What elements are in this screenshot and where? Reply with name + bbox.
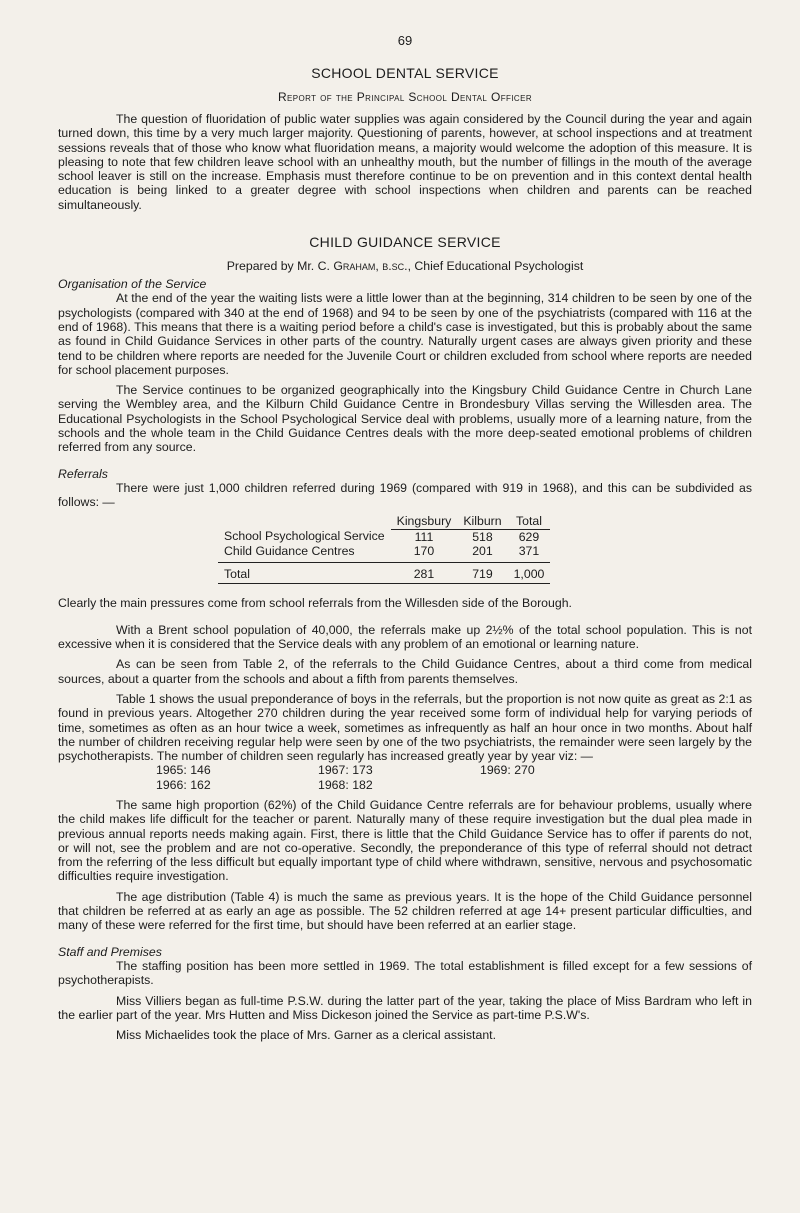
staff-paragraph-3: Miss Michaelides took the place of Mrs. Garner as a clerical assistant. bbox=[116, 1028, 496, 1043]
cell-total: 629 bbox=[518, 529, 540, 544]
year-count: 1968: 182 bbox=[318, 777, 373, 792]
total-total: 1,000 bbox=[508, 563, 551, 584]
referrals-table bbox=[218, 514, 550, 585]
row-label: Child Guidance Centres bbox=[218, 544, 391, 563]
organisation-paragraph-2: The Service continues to be organized geographically into the Kingsbury Child Guidance Centre in Church Lane serving the Wembley area, and the Kilburn Child Guidance Centre in Brondesbury Villas serving the Willesden area. The Educational Psychologists in the School Psychological Service deal with problems, usually more of a learning nature, from the schools and the whole team in the Child Guidance Centres deals with the more deep-seated emotional problems of children referred from any source. bbox=[58, 383, 752, 455]
referrals-paragraph-table1: Table 1 shows the usual preponderance of boys in the referrals, but the proportion is not now quite as great as 2:1 as found in previous years. Altogether 270 children during the year received some form of individual help for varying periods of time, sometimes as often as an hour twice a week, sometimes as infrequently as half an hour once in two months. About half the number of children receiving regular help were seen by one of the two psychiatrists, the remainder were seen largely by the psychotherapists. The number of children seen regularly has increased greatly year by year viz: — bbox=[58, 691, 752, 764]
guidance-heading: CHILD GUIDANCE SERVICE bbox=[309, 234, 501, 251]
referrals-intro: There were just 1,000 children referred during 1969 (compared with 919 in 1968), and this can be subdivided as follows: — bbox=[58, 480, 752, 510]
referrals-paragraph-clearly: Clearly the main pressures come from school referrals from the Willesden side of the Borough. bbox=[58, 596, 572, 611]
referrals-paragraph-brent: With a Brent school population of 40,000, the referrals make up 2½% of the total school population. This is not excessive when it is considered that the Service deals with any problem of an emotional or learning nature. bbox=[58, 622, 752, 652]
table-row bbox=[218, 529, 550, 544]
referrals-paragraph-proportion: The same high proportion (62%) of the Child Guidance Centre referrals are for behaviour problems, usually where the child makes life difficult for the teacher or parent. Naturally many of these require investigation but the dual plea made in previous annual reports needs making again. First, there is little that the Child Guidance Service has to offer if parents do not, or will not, see the problem and are not co-operative. Secondly, the preponderance of this type of referral should not detract from the referring of the less difficult but equally important type of child where withdrawn, sensitive, nervous and psychosomatic difficulties require investigation. bbox=[58, 797, 752, 884]
staff-subheading: Staff and Premises bbox=[58, 944, 162, 959]
year-count bbox=[480, 778, 642, 792]
year-count: 1965: 146 bbox=[156, 763, 211, 778]
referrals-subheading: Referrals bbox=[58, 466, 108, 481]
page-content bbox=[58, 33, 752, 1042]
header-total: Total bbox=[508, 514, 551, 530]
byline-name: Graham, b.sc. bbox=[333, 259, 408, 274]
table-row bbox=[218, 544, 550, 563]
cell-kingsbury: 170 bbox=[391, 544, 458, 563]
row-label: School Psychological Service bbox=[224, 529, 385, 544]
yearly-row bbox=[156, 763, 752, 777]
total-kilburn: 719 bbox=[457, 563, 507, 584]
guidance-byline bbox=[58, 259, 752, 273]
dental-subheading: Report of the Principal School Dental Officer bbox=[277, 90, 533, 104]
header-kilburn: Kilburn bbox=[457, 514, 507, 530]
page-number: 69 bbox=[397, 33, 413, 48]
referrals-paragraph-table2: As can be seen from Table 2, of the referrals to the Child Guidance Centres, about a third come from medical sources, about a quarter from the schools and about a fifth from parents themselves. bbox=[58, 657, 752, 686]
header-blank bbox=[218, 514, 391, 530]
cell-kilburn: 201 bbox=[457, 544, 507, 563]
cell-kingsbury: 111 bbox=[414, 529, 434, 544]
byline-suffix: , Chief Educational Psychologist bbox=[407, 259, 584, 274]
staff-paragraph-1: The staffing position has been more settled in 1969. The total establishment is filled except for a few sessions of psychotherapists. bbox=[58, 958, 752, 988]
total-kingsbury: 281 bbox=[391, 563, 458, 584]
organisation-paragraph-1: At the end of the year the waiting lists were a little lower than at the beginning, 314 children to be seen by one of the psychologists (compared with 340 at the end of 1968) and 94 to be seen by one of the psychiatrists (compared with 116 at the end of 1968). This means that there is a waiting period before a child's case is investigated, but this is probably about the same as found in Child Guidance Services in other parts of the country. Naturally urgent cases are always given priority and these tend to be children where reports are needed for the Juvenile Court or children excluded from school where reports are needed for school placement purposes. bbox=[58, 291, 752, 377]
cell-kilburn: 518 bbox=[472, 529, 493, 544]
dental-heading: SCHOOL DENTAL SERVICE bbox=[311, 65, 499, 81]
referrals-table-header bbox=[218, 514, 550, 530]
dental-paragraph: The question of fluoridation of public water supplies was again considered by the Council during the year and again turned down, this time by a very much larger majority. Questioning of parents, however, at school inspections and at treatment sessions reveals that of those who know what fluoridation means, a majority would welcome the adoption of this measure. It is pleasing to note that few children leave school with an unhealthy mouth, but the number of fillings in the mouth of the average school leaver is still on the increase. Emphasis must therefore continue to be on prevention and in this context dental health education is being linked to a greater degree with school inspections when children and parents can be reached simultaneously. bbox=[58, 112, 752, 212]
total-label: Total bbox=[218, 563, 391, 584]
year-count: 1966: 162 bbox=[156, 777, 211, 792]
referrals-paragraph-age: The age distribution (Table 4) is much the same as previous years. It is the hope of the Child Guidance personnel that children be referred at as early an age as possible. The 52 children referred at age 14+ present particular difficulties, and many of these were referred for the first time, but should have been referred at an earlier stage. bbox=[58, 889, 752, 933]
staff-paragraph-2: Miss Villiers began as full-time P.S.W. during the latter part of the year, taking the place of Miss Bardram who left in the earlier part of the year. Mrs Hutten and Miss Dickeson joined the Service as part-time P.S.W's. bbox=[58, 993, 752, 1022]
yearly-counts bbox=[156, 763, 752, 792]
yearly-row bbox=[156, 778, 752, 792]
cell-total: 371 bbox=[508, 544, 551, 563]
table-total-row bbox=[218, 563, 550, 584]
year-count: 1967: 173 bbox=[318, 763, 373, 778]
year-count: 1969: 270 bbox=[480, 763, 535, 778]
organisation-subheading: Organisation of the Service bbox=[58, 277, 207, 292]
byline-prefix: Prepared by Mr. C. bbox=[226, 259, 334, 274]
header-kingsbury: Kingsbury bbox=[391, 514, 458, 530]
